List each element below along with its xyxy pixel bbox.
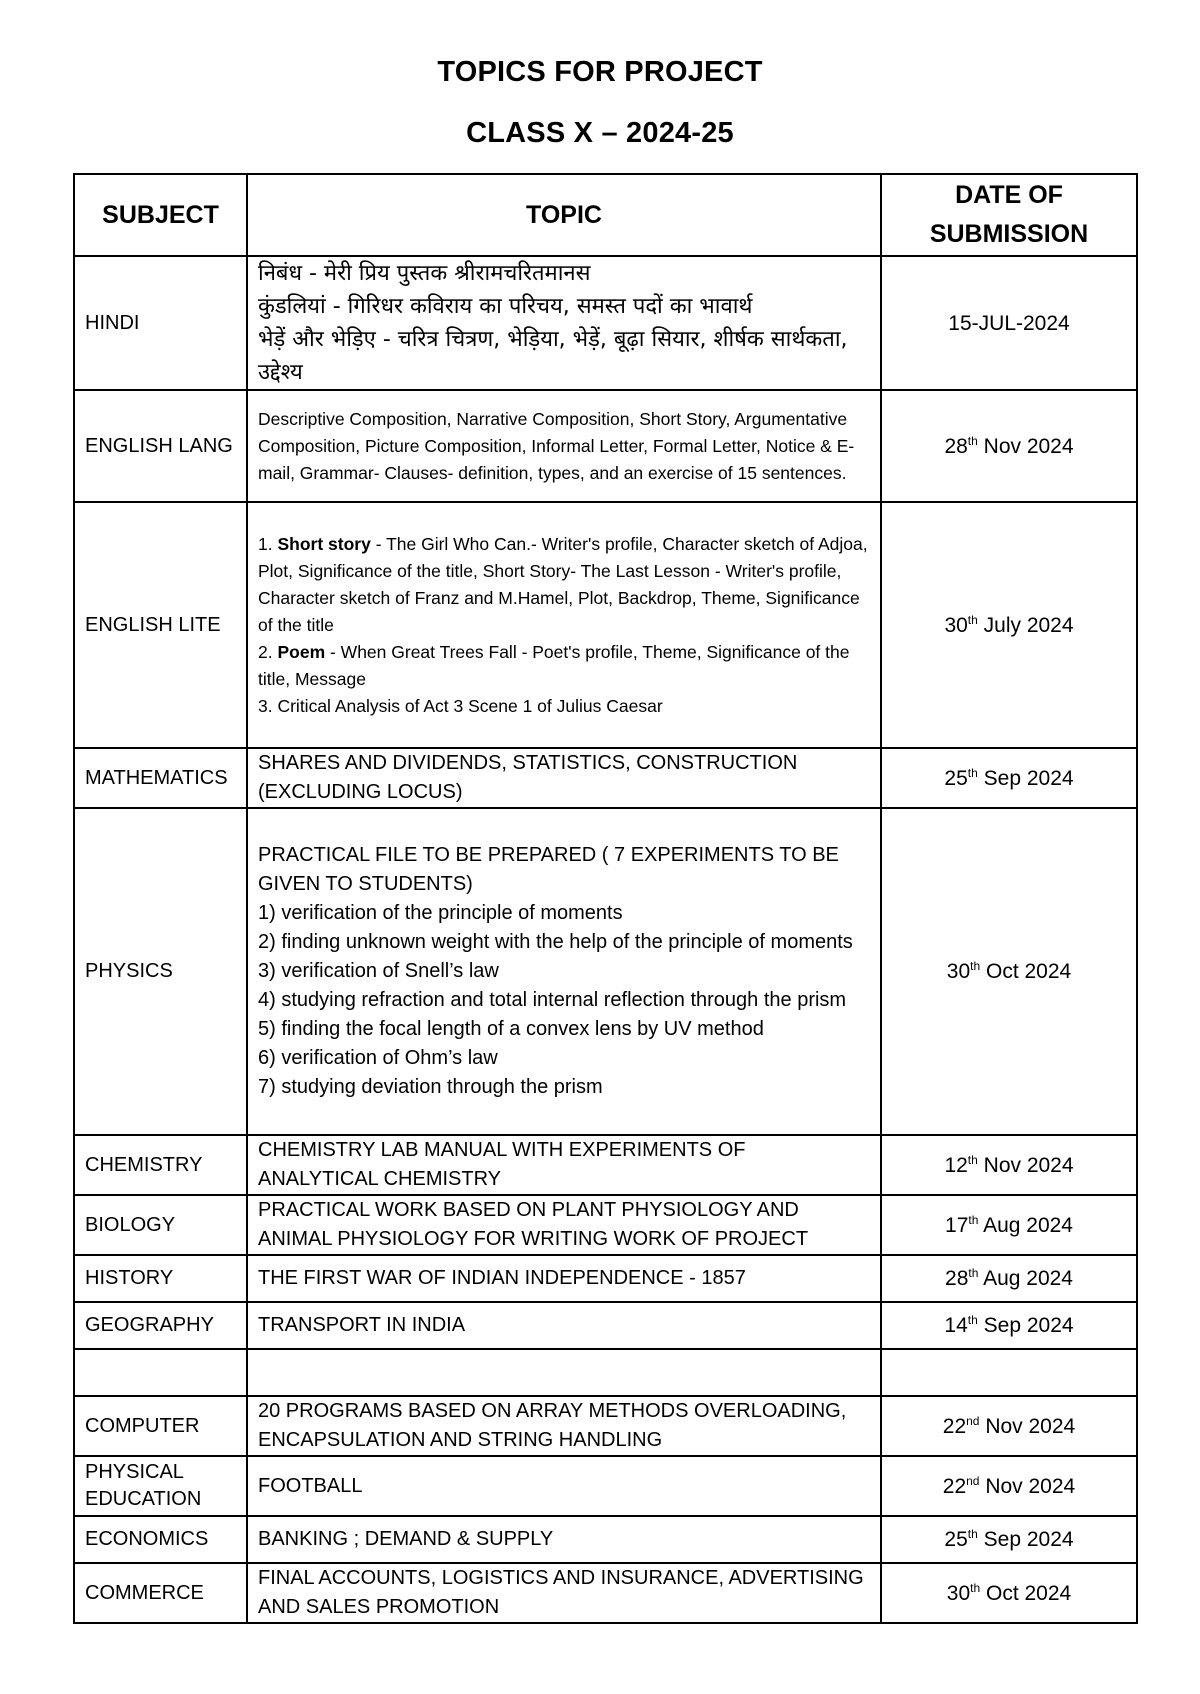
project-topics-table: [73, 173, 1138, 1624]
date-suffix: th: [967, 433, 978, 448]
date-cell: [881, 1195, 1137, 1255]
date-suffix: nd: [966, 1413, 980, 1428]
topic-cell: Descriptive Composition, Narrative Composition, Short Story, Argumentative Composition, Picture Composition, Informal Letter, Formal Letter, Notice & E-mail, Grammar- Clauses- definition, types, and an exercise of 15 sentences.: [247, 390, 881, 502]
table-row: [74, 748, 1137, 808]
table-row: [74, 808, 1137, 1135]
table-row: [74, 1516, 1137, 1563]
date-rest: Nov 2024: [979, 1474, 1076, 1498]
date-suffix: th: [970, 1580, 981, 1595]
date-cell: [881, 1456, 1137, 1516]
topic-item: [258, 693, 870, 720]
topic-line: 1) verification of the principle of moments: [258, 902, 623, 924]
date-cell: [881, 1349, 1137, 1396]
date-cell: [881, 390, 1137, 502]
date-rest: Sep 2024: [977, 1528, 1074, 1551]
date-day: 30: [944, 613, 968, 637]
topic-cell: SHARES AND DIVIDENDS, STATISTICS, CONSTRUCTION (EXCLUDING LOCUS): [247, 748, 881, 808]
date-day: 22: [942, 1474, 967, 1498]
topic-line: कुंडलियां - गिरिधर कविराय का परिचय, समस्त पदों का भावार्थ: [258, 294, 753, 319]
header-topic: TOPIC: [247, 174, 881, 256]
table-header-row: [74, 174, 1137, 256]
table-row: [74, 1302, 1137, 1349]
item-prefix: 1.: [258, 533, 278, 554]
item-text: - The Girl Who Can.- Writer's profile, Character sketch of Adjoa, Plot, Significance of the title, Short Story- The Last Lesson - Writer's profile, Character sketch of Franz and M.Hamel, Plot, Backdrop, Theme, Significance of the title: [258, 533, 868, 635]
date-cell: [881, 1516, 1137, 1563]
date-rest: Aug 2024: [978, 1267, 1073, 1290]
item-text: - When Great Trees Fall - Poet's profile, Theme, Significance of the title, Message: [258, 641, 850, 689]
date-day: 22: [942, 1414, 967, 1438]
date-day: 30: [946, 960, 971, 983]
date-suffix: th: [967, 1527, 978, 1541]
table-row: [74, 502, 1137, 748]
date-suffix: th: [967, 1152, 978, 1167]
item-prefix: 3.: [258, 695, 278, 716]
topic-line: 6) verification of Ohm’s law: [258, 1047, 498, 1069]
topic-cell: 20 PROGRAMS BASED ON ARRAY METHODS OVERLOADING, ENCAPSULATION AND STRING HANDLING: [247, 1396, 881, 1456]
table-row: [74, 1195, 1137, 1255]
table-row: [74, 1135, 1137, 1195]
date-suffix: th: [967, 1313, 978, 1327]
date-cell: [881, 1135, 1137, 1195]
date-day: 15-JUL-2024: [948, 311, 1070, 335]
date-day: 25: [944, 766, 968, 790]
date-cell: [881, 502, 1137, 748]
table-row: [74, 256, 1137, 390]
topic-cell: FINAL ACCOUNTS, LOGISTICS AND INSURANCE, ADVERTISING AND SALES PROMOTION: [247, 1563, 881, 1623]
item-text: Critical Analysis of Act 3 Scene 1 of Julius Caesar: [277, 695, 663, 716]
topic-line: भेड़ें और भेड़िए - चरित्र चित्रण, भेड़िया, भेड़ें, बूढ़ा सियार, शीर्षक सार्थकता, उद्देश्य: [258, 327, 848, 385]
topic-cell: THE FIRST WAR OF INDIAN INDEPENDENCE - 1857: [247, 1255, 881, 1302]
date-cell: [881, 1255, 1137, 1302]
date-suffix: th: [967, 612, 978, 627]
header-subject: SUBJECT: [74, 174, 247, 256]
topic-cell: CHEMISTRY LAB MANUAL WITH EXPERIMENTS OF ANALYTICAL CHEMISTRY: [247, 1135, 881, 1195]
date-suffix: th: [968, 1212, 979, 1227]
date-rest: Sep 2024: [977, 1314, 1074, 1337]
item-bold: Short story: [277, 533, 371, 554]
date-day: 28: [945, 1267, 969, 1290]
date-rest: Nov 2024: [977, 1153, 1074, 1177]
date-rest: Aug 2024: [978, 1213, 1073, 1237]
date-cell: [881, 748, 1137, 808]
topic-item: [258, 531, 870, 639]
date-day: 30: [946, 1581, 971, 1605]
subject-cell: BIOLOGY: [74, 1195, 247, 1255]
topic-line: 5) finding the focal length of a convex lens by UV method: [258, 1018, 764, 1040]
header-date: DATE OF SUBMISSION: [881, 174, 1137, 256]
topic-cell: PRACTICAL WORK BASED ON PLANT PHYSIOLOGY AND ANIMAL PHYSIOLOGY FOR WRITING WORK OF PROJECT: [247, 1195, 881, 1255]
subject-cell: [74, 1349, 247, 1396]
subject-cell: ENGLISH LITE: [74, 502, 247, 748]
date-rest: Sep 2024: [977, 766, 1074, 790]
date-suffix: th: [967, 765, 978, 780]
table-row: [74, 1563, 1137, 1623]
topic-line: निबंध - मेरी प्रिय पुस्तक श्रीरामचरितमानस: [258, 261, 591, 286]
date-day: 17: [945, 1213, 969, 1237]
subject-cell: GEOGRAPHY: [74, 1302, 247, 1349]
date-day: 28: [944, 434, 968, 458]
table-row: [74, 1456, 1137, 1516]
date-cell: [881, 808, 1137, 1135]
date-cell: [881, 256, 1137, 390]
topic-line: 4) studying refraction and total internal reflection through the prism: [258, 989, 847, 1011]
subject-cell: PHYSICS: [74, 808, 247, 1135]
topic-cell: TRANSPORT IN INDIA: [247, 1302, 881, 1349]
table-row: [74, 1396, 1137, 1456]
date-rest: Oct 2024: [980, 960, 1072, 983]
subject-cell: PHYSICAL EDUCATION: [74, 1456, 247, 1516]
date-cell: [881, 1563, 1137, 1623]
date-cell: [881, 1302, 1137, 1349]
item-prefix: 2.: [258, 641, 278, 662]
topic-cell: [247, 808, 881, 1135]
topic-line: PRACTICAL FILE TO BE PREPARED ( 7 EXPERIMENTS TO BE GIVEN TO STUDENTS): [258, 844, 839, 895]
date-day: 14: [944, 1314, 968, 1337]
date-suffix: th: [970, 959, 981, 973]
topic-cell: BANKING ; DEMAND & SUPPLY: [247, 1516, 881, 1563]
subject-cell: HISTORY: [74, 1255, 247, 1302]
topic-line: 2) finding unknown weight with the help of the principle of moments: [258, 931, 853, 953]
topic-item: [258, 639, 870, 693]
topic-cell: FOOTBALL: [247, 1456, 881, 1516]
date-rest: Oct 2024: [980, 1581, 1072, 1605]
subject-cell: ENGLISH LANG: [74, 390, 247, 502]
date-suffix: th: [968, 1266, 979, 1280]
date-rest: Nov 2024: [979, 1414, 1076, 1438]
page-title: TOPICS FOR PROJECT: [437, 56, 763, 88]
date-suffix: nd: [966, 1473, 980, 1488]
date-rest: July 2024: [977, 613, 1074, 637]
page-subtitle: CLASS X – 2024-25: [466, 117, 734, 149]
date-day: 12: [944, 1153, 968, 1177]
topic-cell: [247, 502, 881, 748]
topic-line: 3) verification of Snell’s law: [258, 960, 499, 982]
date-cell: [881, 1396, 1137, 1456]
subject-cell: COMMERCE: [74, 1563, 247, 1623]
table-row: [74, 390, 1137, 502]
subject-cell: MATHEMATICS: [74, 748, 247, 808]
item-bold: Poem: [277, 641, 326, 662]
subject-cell: COMPUTER: [74, 1396, 247, 1456]
subject-cell: ECONOMICS: [74, 1516, 247, 1563]
subject-cell: HINDI: [74, 256, 247, 390]
date-day: 25: [944, 1528, 968, 1551]
empty-table-row: [74, 1349, 1137, 1396]
table-row: [74, 1255, 1137, 1302]
subject-cell: CHEMISTRY: [74, 1135, 247, 1195]
topic-cell: [247, 1349, 881, 1396]
date-rest: Nov 2024: [977, 434, 1074, 458]
topic-line: 7) studying deviation through the prism: [258, 1076, 603, 1098]
topic-cell: [247, 256, 881, 390]
